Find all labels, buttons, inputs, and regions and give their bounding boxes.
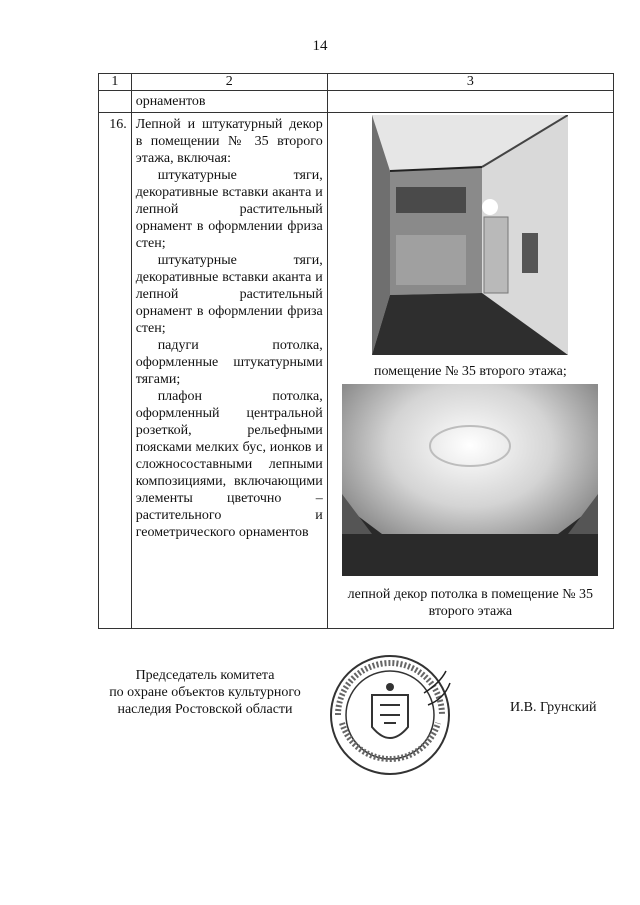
ceiling-photo (342, 384, 598, 576)
signatory-title-line: наследия Ростовской области (117, 702, 293, 717)
table-row (99, 113, 614, 629)
official-seal (328, 653, 452, 777)
description-paragraph: падуги потолка, оформленные штукатурными тягами; (135, 338, 323, 387)
continuation-photo-cell (327, 91, 613, 113)
signature-block (0, 650, 640, 790)
row-number: 16. (99, 113, 132, 629)
page-number: 14 (312, 38, 328, 54)
continuation-number-cell (99, 91, 132, 113)
signatory-name: И.В. Грунский (510, 700, 597, 715)
room-photo (372, 115, 568, 355)
monument-table (98, 73, 614, 629)
signatory-title-line: Председатель комитета (135, 668, 275, 683)
description-paragraph: плафон потолка, оформленный центральной розеткой, рельефными поясками мелких бус, ионков и сложносоставными лепными композициями, включающими элементы цветочно – растительного и геометрического орнаментов (135, 389, 323, 540)
column-header-3: 3 (327, 74, 613, 91)
photo-caption: лепной декор потолка в помещение № 35 второго этажа (347, 587, 594, 619)
photo-caption: помещение № 35 второго этажа; (373, 364, 567, 379)
row-photos (327, 113, 613, 629)
description-paragraph: штукатурные тяги, декоративные вставки аканта и лепной растительный орнамент в оформлении фриза стен; (135, 253, 323, 336)
table-header-row (99, 74, 614, 91)
description-paragraph: Лепной и штукатурный декор в помещении № 35 второго этажа, включая: (135, 117, 323, 166)
signatory-title (90, 667, 320, 718)
description-paragraph: штукатурные тяги, декоративные вставки аканта и лепной растительный орнамент в оформлении фриза стен; (135, 168, 323, 251)
column-header-1: 1 (99, 74, 132, 91)
row-description (131, 113, 327, 629)
continuation-row (99, 91, 614, 113)
continuation-text: орнаментов (131, 91, 327, 113)
signatory-title-line: по охране объектов культурного (109, 685, 301, 700)
column-header-2: 2 (131, 74, 327, 91)
